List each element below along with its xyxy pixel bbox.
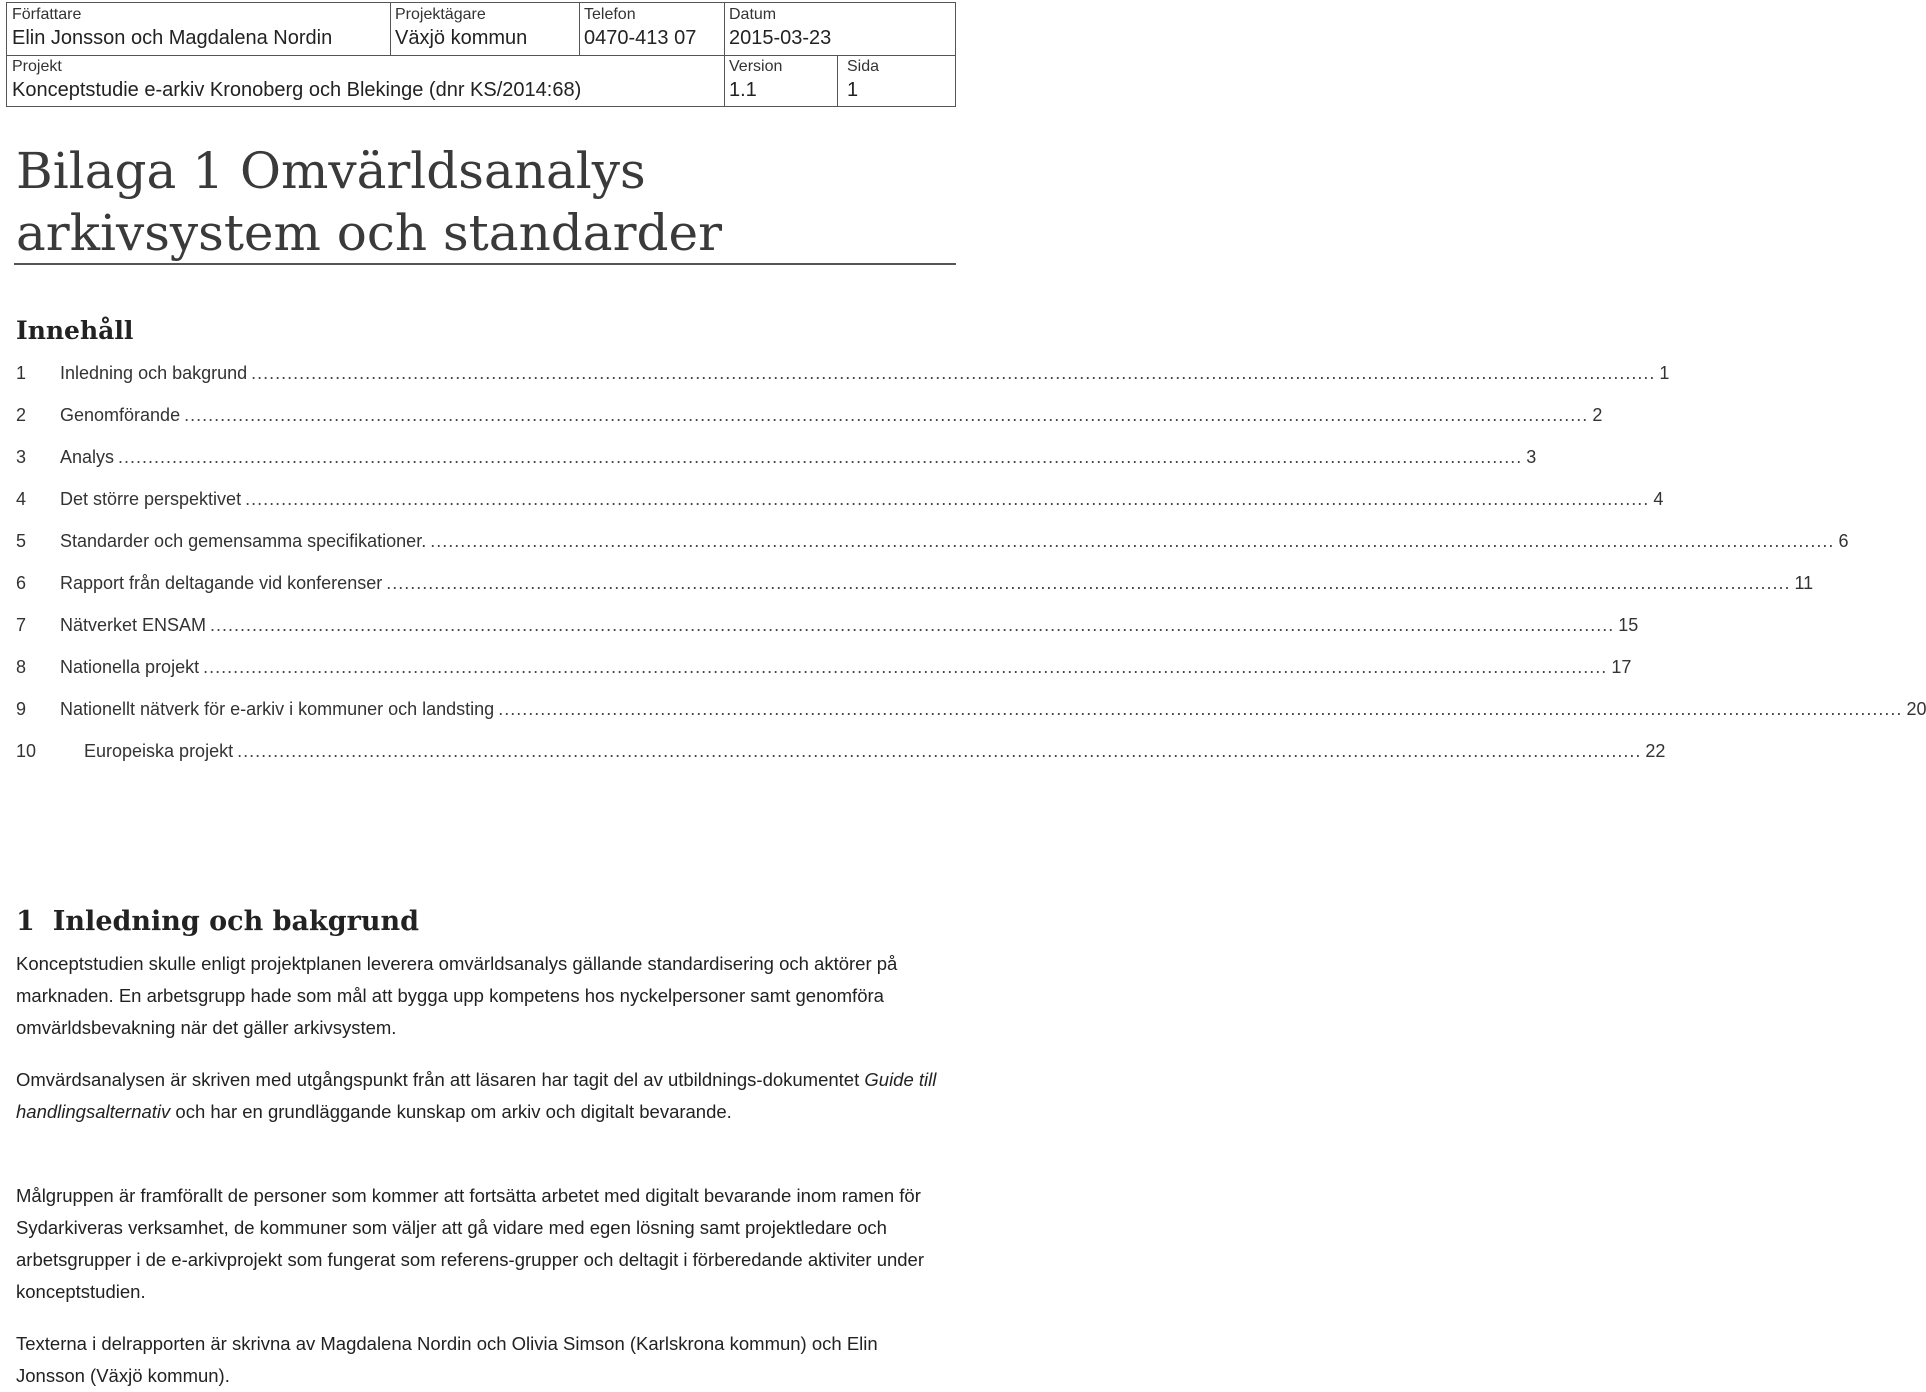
header-divider (7, 55, 955, 56)
toc-entry-page: 1 (1659, 362, 1670, 383)
toc-entry[interactable] (16, 688, 1926, 730)
toc-entry-title: Rapport från deltagande vid konferenser (60, 572, 383, 593)
toc-entry-number: 1 (16, 362, 27, 383)
toc-entry-number: 2 (16, 404, 27, 425)
toc-entry-title: Analys (60, 446, 115, 467)
paragraph-text-part: och har en grundläggande kunskap om arkiv och digitalt bevarande. (170, 1101, 732, 1122)
paragraph-text (16, 1064, 946, 1128)
toc-entry-page: 6 (1838, 530, 1849, 551)
toc-entry[interactable] (16, 352, 1670, 394)
toc-entry[interactable] (16, 394, 1603, 436)
paragraph (16, 1180, 946, 1308)
toc-leader-dots: .......................................................................................................................................................................................................................................... (386, 572, 1791, 593)
toc-leader-dots: .......................................................................................................................................................................................................................................... (118, 446, 1523, 467)
section-title: Inledning och bakgrund (52, 906, 419, 937)
page-value: 1 (847, 79, 859, 101)
toc-leader-dots: .......................................................................................................................................................................................................................................... (184, 404, 1589, 425)
toc-entry-title: Nationellt nätverk för e-arkiv i kommuner och landsting (60, 698, 495, 719)
toc-entry[interactable] (16, 646, 1632, 688)
paragraph-text: Konceptstudien skulle enligt projektplanen leverera omvärldsanalys gällande standardisering och aktörer på marknaden. En arbetsgrupp hade som mål att bygga upp kompetens hos nyckelpersoner samt genomföra omvärldsbevakning när det gäller arkivsystem. (16, 953, 898, 1038)
author-cell (7, 5, 390, 51)
guide-reference: Guide till handlingsalternativ (16, 1069, 937, 1122)
toc-entry-page: 3 (1526, 446, 1537, 467)
toc-entry-page: 11 (1794, 572, 1814, 593)
toc-entry-number: 4 (16, 488, 27, 509)
title-underline (14, 263, 956, 265)
toc-entry-number: 8 (16, 656, 27, 677)
toc-leader-dots: .......................................................................................................................................................................................................................................... (237, 740, 1642, 761)
owner-cell (390, 5, 579, 51)
toc-entry-number: 9 (16, 698, 27, 719)
document-header (6, 2, 956, 107)
toc-heading: Innehåll (16, 316, 134, 345)
toc-entry-number: 10 (16, 740, 37, 761)
toc-entry-number: 6 (16, 572, 27, 593)
toc-leader-dots: .......................................................................................................................................................................................................................................... (498, 698, 1903, 719)
project-value: Konceptstudie e-arkiv Kronoberg och Blekinge (dnr KS/2014:68) (12, 79, 582, 101)
table-of-contents (16, 352, 1926, 772)
toc-entry-number: 3 (16, 446, 27, 467)
toc-leader-dots: .......................................................................................................................................................................................................................................... (245, 488, 1650, 509)
toc-entry-page: 2 (1592, 404, 1603, 425)
paragraph-text: Målgruppen är framförallt de personer som kommer att fortsätta arbetet med digitalt bevarande inom ramen för Sydarkiveras verksamhet, de kommuner som väljer att gå vidare med egen lösning samt projektledare och arbetsgrupper i de e-arkivprojekt som fungerat som referens-grupper och deltagit i förberedande aktiviter under konceptstudien. (16, 1185, 925, 1302)
toc-entry-number: 7 (16, 614, 27, 635)
date-value: 2015-03-23 (729, 27, 832, 49)
paragraph (16, 1328, 946, 1392)
toc-entry-page: 4 (1653, 488, 1664, 509)
author-label: Författare (12, 6, 82, 23)
paragraph-text-part: Omvärdsanalysen är skriven med utgångspunkt från att läsaren har tagit del av utbildnings-dokumentet (16, 1069, 865, 1090)
toc-entry-title: Nätverket ENSAM (60, 614, 207, 635)
toc-entry[interactable] (16, 520, 1849, 562)
page-label: Sida (847, 58, 880, 75)
toc-entry[interactable] (16, 478, 1664, 520)
toc-entry-title: Standarder och gemensamma specifikationer. (60, 530, 427, 551)
toc-entry-title: Det större perspektivet (60, 488, 242, 509)
paragraph (16, 948, 946, 1044)
toc-leader-dots: .......................................................................................................................................................................................................................................... (210, 614, 1615, 635)
toc-entry[interactable] (16, 562, 1814, 604)
toc-entry-title: Inledning och bakgrund (60, 362, 248, 383)
author-value: Elin Jonsson och Magdalena Nordin (12, 27, 333, 49)
toc-leader-dots: .......................................................................................................................................................................................................................................... (203, 656, 1608, 677)
owner-value: Växjö kommun (395, 27, 528, 49)
phone-label: Telefon (584, 6, 636, 23)
project-label: Projekt (12, 58, 62, 75)
document-title: Bilaga 1 Omvärldsanalys arkivsystem och standarder (16, 142, 722, 262)
toc-entry-page: 22 (1645, 740, 1666, 761)
phone-value: 0470-413 07 (584, 27, 697, 49)
toc-entry[interactable] (16, 730, 1666, 772)
project-cell (7, 57, 724, 103)
version-value: 1.1 (729, 79, 757, 101)
toc-entry-page: 17 (1611, 656, 1632, 677)
section-number: 1 (16, 906, 35, 937)
toc-entry-page: 20 (1906, 698, 1926, 719)
phone-cell (579, 5, 724, 51)
toc-entry-number: 5 (16, 530, 27, 551)
paragraph (16, 1064, 946, 1128)
date-cell (724, 5, 955, 51)
toc-leader-dots: .......................................................................................................................................................................................................................................... (251, 362, 1656, 383)
version-label: Version (729, 58, 783, 75)
owner-label: Projektägare (395, 6, 486, 23)
toc-entry-title: Nationella projekt (60, 656, 200, 677)
toc-entry-page: 15 (1618, 614, 1639, 635)
date-label: Datum (729, 6, 777, 23)
version-cell (724, 57, 837, 103)
toc-entry-title: Europeiska projekt (84, 740, 234, 761)
toc-leader-dots: .......................................................................................................................................................................................................................................... (430, 530, 1835, 551)
toc-entry[interactable] (16, 436, 1537, 478)
section-heading (16, 906, 419, 937)
toc-entry[interactable] (16, 604, 1639, 646)
toc-entry-title: Genomförande (60, 404, 181, 425)
page-cell (837, 57, 955, 103)
paragraph-text: Texterna i delrapporten är skrivna av Magdalena Nordin och Olivia Simson (Karlskrona kommun) och Elin Jonsson (Växjö kommun). (16, 1333, 878, 1386)
